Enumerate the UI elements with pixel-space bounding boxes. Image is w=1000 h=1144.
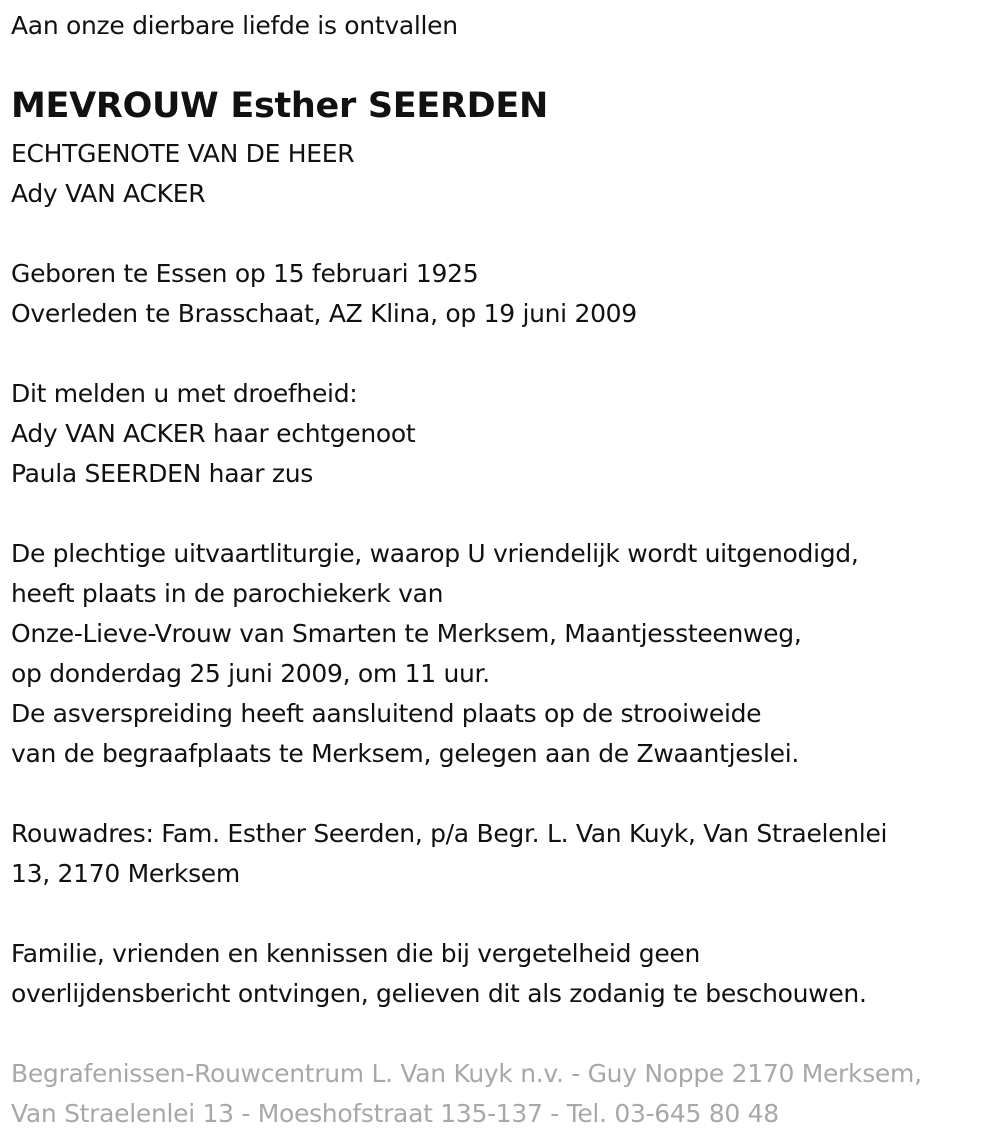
intro-text: Aan onze dierbare liefde is ontvallen	[11, 11, 458, 40]
mourning-address-section	[11, 814, 887, 894]
footer-line: Van Straelenlei 13 - Moeshofstraat 135-137 - Tel. 03-645 80 48	[11, 1099, 779, 1128]
relation-line: ECHTGENOTE VAN DE HEER	[11, 139, 355, 168]
funeral-home-footer	[11, 1054, 922, 1134]
mourner-item: Ady VAN ACKER haar echtgenoot	[11, 419, 416, 448]
mourners-section	[11, 374, 415, 494]
mourner-item: Paula SEERDEN haar zus	[11, 459, 313, 488]
address-line: Rouwadres: Fam. Esther Seerden, p/a Begr. L. Van Kuyk, Van Straelenlei	[11, 819, 888, 848]
spouse-section	[11, 134, 354, 214]
family-note-section	[11, 934, 867, 1014]
deceased-name: MEVROUW Esther SEERDEN	[11, 86, 548, 126]
service-line: Onze-Lieve-Vrouw van Smarten te Merksem, Maantjessteenweg,	[11, 619, 802, 648]
family-note-line: overlijdensbericht ontvingen, gelieven dit als zodanig te beschouwen.	[11, 979, 867, 1008]
dates-section	[11, 254, 637, 334]
family-note-line: Familie, vrienden en kennissen die bij vergetelheid geen	[11, 939, 701, 968]
mourners-heading: Dit melden u met droefheid:	[11, 379, 358, 408]
service-line: heeft plaats in de parochiekerk van	[11, 579, 444, 608]
service-line: van de begraafplaats te Merksem, gelegen aan de Zwaantjeslei.	[11, 739, 800, 768]
spouse-name: Ady VAN ACKER	[11, 179, 206, 208]
service-line: De plechtige uitvaartliturgie, waarop U vriendelijk wordt uitgenodigd,	[11, 539, 859, 568]
footer-line: Begrafenissen-Rouwcentrum L. Van Kuyk n.v. - Guy Noppe 2170 Merksem,	[11, 1059, 922, 1088]
address-line: 13, 2170 Merksem	[11, 859, 240, 888]
service-line: op donderdag 25 juni 2009, om 11 uur.	[11, 659, 490, 688]
funeral-service-section	[11, 534, 859, 774]
death-line: Overleden te Brasschaat, AZ Klina, op 19 juni 2009	[11, 299, 637, 328]
service-line: De asverspreiding heeft aansluitend plaats op de strooiweide	[11, 699, 762, 728]
birth-line: Geboren te Essen op 15 februari 1925	[11, 259, 479, 288]
